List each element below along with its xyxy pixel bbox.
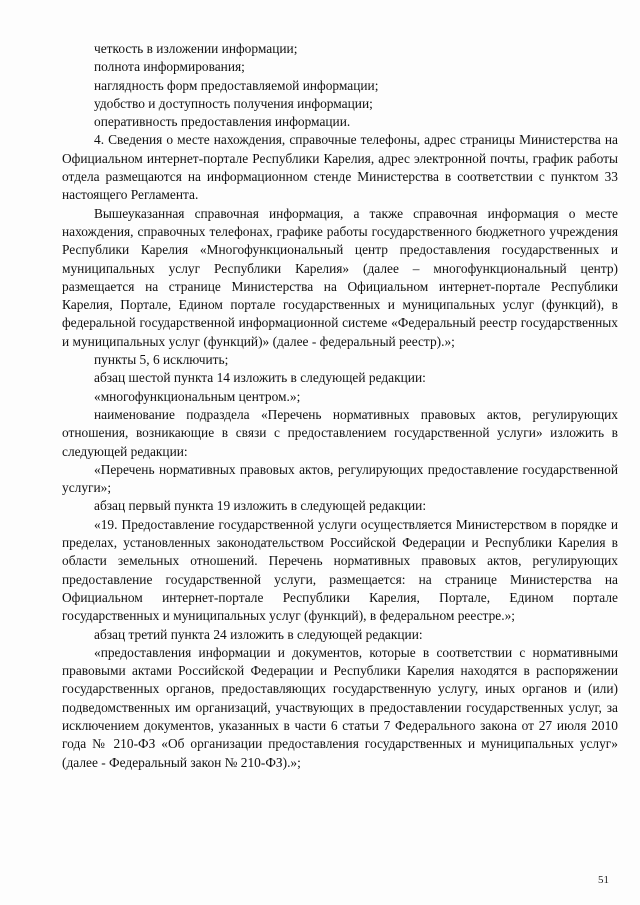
paragraph: «многофункциональным центром.»; bbox=[94, 388, 301, 404]
paragraph: «19. Предоставление государственной услуги осуществляется Министерством в порядке и пределах, установленных законодательством Российской Федерации и Республики Карелия в области земельных отношений. Перечень нормативных правовых актов, регулирующих предоставление государственной услуги, размещается: на странице Министерства на Официальном интернет-портале Республики Карелия, Портале, Едином портале государственных и муниципальных услуг (функций), в федеральном реестре.»; bbox=[62, 516, 618, 624]
paragraph: пункты 5, 6 исключить; bbox=[94, 352, 229, 368]
paragraph: оперативность предоставления информации. bbox=[94, 114, 351, 130]
paragraph: четкость в изложении информации; bbox=[94, 41, 298, 56]
paragraph: 4. Сведения о месте нахождения, справочные телефоны, адрес страницы Министерства на Официальном интернет-портале Республики Карелия, адрес электронной почты, график работы отдела размещаются на информационном стенде Министерства в соответствии с пунктом 33 настоящего Регламента. bbox=[62, 132, 618, 203]
page-number: 51 bbox=[598, 874, 609, 886]
paragraph: Вышеуказанная справочная информация, а также справочная информация о месте нахождения, справочных телефонах, графике работы государственного бюджетного учреждения Республики Карелия «Многофункциональный центр предоставления государственных и муниципальных услуг Республики Карелия» (далее – многофункциональный центр) размещается на странице Министерства на Официальном интернет-портале Республики Карелия, Портале, Едином портале государственных и муниципальных услуг (функций), в федеральной государственной информационной системе «Федеральный реестр государственных и муниципальных услуг (функций)» (далее - федеральный реестр).»; bbox=[62, 205, 618, 349]
paragraph: абзац первый пункта 19 изложить в следующей редакции: bbox=[94, 498, 427, 514]
paragraph: «Перечень нормативных правовых актов, регулирующих предоставление государственной услуги»; bbox=[62, 461, 618, 496]
paragraph: полнота информирования; bbox=[94, 59, 245, 75]
paragraph: абзац шестой пункта 14 изложить в следующей редакции: bbox=[94, 370, 426, 386]
paragraph: наглядность форм предоставляемой информации; bbox=[94, 77, 379, 93]
paragraph: «предоставления информации и документов, которые в соответствии с нормативными правовыми актами Российской Федерации и Республики Карелия находятся в распоряжении государственных органов, предоставляющих государственную услугу, иных органов и (или) подведомственных им организаций, участвующих в предоставлении государственных услуг, за исключением документов, указанных в части 6 статьи 7 Федерального закона от 27 июля 2010 года № 210-ФЗ «Об организации предоставления государственных и муниципальных услуг» (далее - Федеральный закон № 210-ФЗ).»; bbox=[62, 644, 618, 770]
paragraph: абзац третий пункта 24 изложить в следующей редакции: bbox=[94, 626, 423, 642]
body-text bbox=[62, 40, 618, 772]
paragraph: наименование подраздела «Перечень нормативных правовых актов, регулирующих отношения, возникающие в связи с предоставлением государственной услуги» изложить в следующей редакции: bbox=[62, 406, 618, 459]
paragraph: удобство и доступность получения информации; bbox=[94, 95, 373, 111]
